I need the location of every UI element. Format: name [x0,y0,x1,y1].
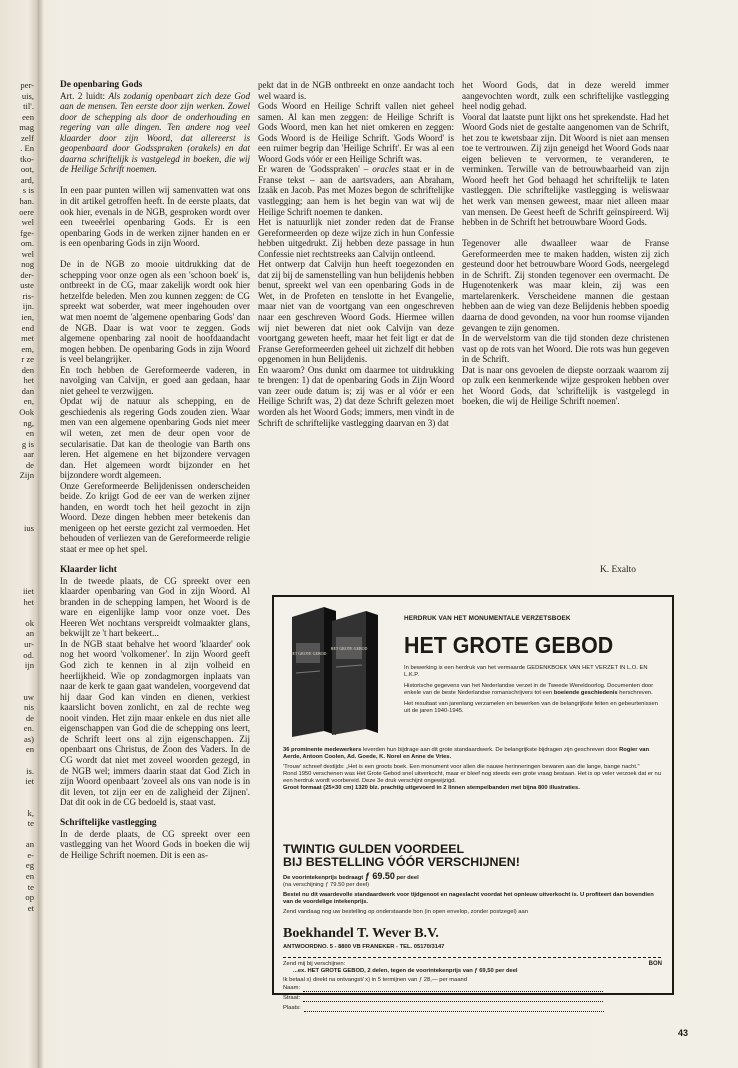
ad-text: 'Trouw' schreef destijds: „Het is een groots boek. Een monument voor allen die nauwe herinneringen bewaren aan die lange, bange nacht." [283,764,640,770]
text-run: Er waren de 'Godsspraken' – [258,164,373,175]
ad-body [404,665,662,720]
text-run: Historische gegevens van het Nederlandse verzet in de Tweede Wereldoorlog. Documenten door enkele van de beste Nederlandse romanschrijvers tot een [404,683,654,697]
paragraph: Het is natuurlijk niet zonder reden dat de Franse Gereformeerden op deze wijze zich in hun Confessie hebben uitgedrukt. Zij hebben deze passage in hun Confessie niet rechtstreeks aan Calvijn ontleend. [258,217,454,259]
article-column-2 [258,80,454,439]
name-field[interactable] [283,985,661,992]
text-run: De voorintekenprijs bedraagt [283,875,365,881]
text-run-bold: boeiende geschiedenis [553,690,618,697]
ad-details [283,747,661,795]
page-fold-shadow [38,0,44,1068]
text-run: per deel [394,875,419,881]
paragraph: Onze Gereformeerde Belijdenissen onderscheiden beide. Zo krijgt God de eer van de werken zijner handen, en wordt toch het heil gezocht in zijn Woord. Deze dingen hebben meer betekenis dan menigeen op het eerste gezicht zal vermoeden. Het behouden of verliezen van de Gereformeerde religie staat er mee op het spel. [60,480,250,555]
field-input-line[interactable] [304,1006,604,1012]
field-label: Straat: [283,995,301,1001]
shop-name: Boekhandel T. Wever B.V. [283,926,439,941]
field-input-line[interactable] [303,996,603,1002]
paragraph: pekt dat in de NGB ontbreekt en onze aandacht toch wel waard is. [258,80,454,101]
cut-off-text-fragments: per- uis, til'. een mag zelf . En tko- oot, ard, s is han. oere wel fge- om. wel nog der- uste ris- ijn. ien, end met em, r ze den het dan en, Ook ng, en g is aar de Zijn ius iiet het ok an ur- od. ijn uw nis de en. as) en is. iet k, te an e- eg en te op et [19,80,34,913]
coupon-payment: Ik betaal x) direkt na ontvangst/ x) in 5 termijnen van ƒ 28,— per maand [283,977,467,983]
offer-line-2: BIJ BESTELLING VÓÓR VERSCHIJNEN! [283,855,520,869]
coupon-label: BON [648,961,662,967]
text-run: leverden hun bijdrage aan dit grote standaardwerk. De belangrijkste bijdragen zijn geschreven door [361,747,620,753]
ad-text: (na verschijning ƒ 79.50 per deel) [283,882,370,888]
ad-intro: HERDRUK VAN HET MONUMENTALE VERZETSBOEK [404,615,571,622]
paragraph: Dat is naar ons gevoelen de diepste oorzaak waarom zij op zulk een kenmerkende wijze gesproken hebben over het Woord Gods, dat 'schriftelijk is vastgelegd in boeken, die wij de Heilige Schrift noemen'. [462,364,669,407]
section-heading-openbaring: De openbaring Gods [60,80,143,90]
ad-text: Rond 1950 verschenen was Het Grote Gebod snel uitverkocht, maar er bleef nog steeds een grote vraag bestaan. Het is op veler verzoek dat er nu een herdruk wordt voorbereid. Deze 3e druk verschijnt ongewijzigd. [283,771,661,784]
price-line [283,873,661,882]
coupon-cut-line [283,957,661,958]
previous-page-edge [0,0,38,1068]
paragraph: En waarom? Ons dunkt om daarmee tot uitdrukking te brengen: 1) dat de openbaring Gods in Zijn Woord van zeer oude datum is; zij was er al vóór er een Heilige Schrift was, 2) dat deze Schrift gelezen moet worden als het Woord Gods; immers, men vindt in de Schrift de schriftelijke vastlegging daarvan en 3) dat [258,364,454,428]
paragraph: Gods Woord en Heilige Schrift vallen niet geheel samen. Al kan men zeggen: de Heilige Schrift is Gods Woord, men kan het niet omkeren en zeggen: Gods Woord is de Heilige Schrift. 'Gods Woord' is een ruimer begrip dan 'Heilige Schrift'. Er was al een Woord Gods vóór er een Heilige Schrift was. [258,101,454,164]
field-input-line[interactable] [303,986,603,992]
text-run: herschreven. [617,690,653,697]
coupon-item: ...ex. HET GROTE GEBOD, 2 delen, tegen de voorintekenprijs van ƒ 69,50 per deel [293,968,518,974]
price-value: ƒ 69.50 [364,871,395,881]
book-spine-title-2: HET GROTE GEBOD [330,646,368,651]
paragraph: En toch hebben de Gereformeerde vaderen, in navolging van Calvijn, er goed aan gedaan, haar niet geheel te verzwijgen. [60,364,250,396]
paragraph: In de derde plaats, de CG spreekt over een vastlegging van het Woord Gods in boeken die wij de Heilige Schrift noemen. Dit is een as- [60,828,250,860]
paragraph: In de wervelstorm van die tijd stonden deze christenen vast op de rots van het Woord. Die rots was hun gegeven in de Schrift. [462,333,669,365]
text-run-italic: oracles [372,164,399,175]
shop-address: ANTWOORDNO. 5 - 8800 VB FRANEKER - TEL. 05170/3147 [283,944,445,950]
paragraph: het Woord Gods, dat in deze wereld immer aangevochten wordt, zulk een schriftelijke vastlegging heel nodig gehad. [462,80,669,112]
ad-text: Zend vandaag nog uw bestelling op onderstaande bon (in open envelop, zonder postzegel) aan [283,909,528,915]
book-advertisement [272,595,674,1011]
section-heading-vastlegging: Schriftelijke vastlegging [60,818,157,829]
paragraph: Tegenover alle dwaalleer waar de Franse Gereformeerden mee te maken hadden, wisten zij zich gesteund door het betrouwbare Woord Gods, neergelegd in de Schrift. Zij stonden tegenover een overmacht. De Hugenotenkerk was maar klein, zij was een martelarenkerk. Verscheidene mannen die gestaan hebben aan de wieg van deze Belijdenis hebben spoedig daarna de dood gevonden, na voor hun roomse vijanden gevangen te zijn genomen. [462,238,669,333]
author-signature: K. Exalto [600,565,636,575]
quote-prefix: Art. 2 luidt: [60,90,109,101]
paragraph: In de tweede plaats, de CG spreekt over een klaarder openbaring van God in zijn Woord. Al branden in de schepping lampen, het Woord is de ware en eigenlijke lamp voor onze voet. Des Heeren Wet nochtans verspreidt volmaakter glans, bekwijlt ze 't hart bekeert... [60,575,250,639]
order-coupon [283,961,661,975]
place-field[interactable] [283,1005,661,1012]
paragraph: Het ontwerp dat Calvijn hun heeft toegezonden en dat zij bij de samenstelling van hun belijdenis hebben benut, spreekt wel van een openbaring Gods in de Wet, in de Profeten en tenslotte in het Evangelie, maar niet van de voortgang van een ongeschreven naar een geschreven Woord Gods. Hiermee willen wij niet beweren dat niet ook Calvijn van deze voortgang geweten heeft, maar het feit ligt er dat de Franse Gereformeerden geheel uit zichzelf dit hebben opgenomen in hun Belijdenis. [258,259,454,365]
book-set-illustration [284,603,394,739]
ad-title: HET GROTE GEBOD [404,632,614,658]
field-label: Plaats: [283,1005,301,1011]
ad-text: Bestel nu dit waardevolle standaardwerk voor tijdgenoot en nageslacht voordat het opnieuw uitverkocht is. U profiteert dan bovendien van de voordelige intekenprijs. [283,892,654,905]
ad-text: Groot formaat (25×30 cm) 1320 blz. prachtig uitgevoerd in 2 linnen stempelbanden met bijna 800 illustraties. [283,785,580,791]
quote-text: Als zodanig openbaart zich deze God aan de mensen. Ten eerste door zijn werken. Zowel door de schepping als door de onderhouding en regering van alle dingen. Ten andere nog veel klaarder door zijn Woord, dat allereerst is geopenbaard door Godsspraken (orakels) en dat daarna schriftelijk is vastgelegd in boeken, die wij de Heilige Schrift noemen. [60,90,250,175]
paragraph [258,164,454,217]
coupon-text: Zend mij bij verschijnen: [283,961,346,967]
paragraph: Opdat wij de natuur als schepping, en de geschiedenis als regering Gods zouden zien. Waar men van een algemene openbaring Gods niet meer wil weten, zet men de deur open voor de secularisatie. Dat kan de theologie van Barth ons leren. Het algemene en het bijzondere vervagen dan. Het algemeen wordt bijzonder en het bijzondere wordt algemeen. [60,396,250,481]
street-field[interactable] [283,995,661,1002]
page-number: 43 [678,1028,689,1038]
ad-offer-heading [283,843,661,869]
paragraph: De in de NGB zo mooie uitdrukking dat de schepping voor onze ogen als een 'schoon boek' is, ontbreekt in de CG, maar zakelijk wordt ook hier hetzelfde beleden. Men zou kunnen zeggen: de CG spreekt wat soberder, wat meer ingehouden over wat men noemt de 'algemene openbaring Gods' dan de NGB. Daar is wat voor te zeggen. Gods algemene openbaring zal nooit de hoofdaandacht mogen hebben. De openbaring Gods in zijn Woord is veel belangrijker. [60,259,250,365]
ad-text: In bewerking is een herdruk van het vermaarde GEDENKBOEK VAN HET VERZET IN L.O. EN L.K.P. [404,665,648,678]
paragraph: Vooral dat laatste punt lijkt ons het sprekendste. Had het Woord Gods niet de gestalte aangenomen van de Schrift, het zou te kwetsbaar zijn. Dit Woord is niet aan mensen toe te vertrouwen. Zij zijn geneigd het Woord Gods naar eigen believen te vervormen, te veranderen, te verminken. Terwille van de betrouwbaarheid van zijn Woord heeft het God behaagd het schriftelijk te laten vastleggen. Die schriftelijke vastlegging is weliswaar het werk van mensen geweest, maar niet alleen maar van mensen. De Geest heeft de Schrift geïnspireerd. Wij hebben in de Schrift het betrouwbare Woord Gods. [462,111,669,228]
text-run-bold: 36 prominente medewerkers [283,747,362,753]
ad-text [283,747,661,761]
paragraph: In een paar punten willen wij samenvatten wat ons in dit artikel getroffen heeft. In de eerste plaats, dat ook hier, evenals in de NGB, gesproken wordt over een tweeërlei openbaring Gods. Er is een openbaring Gods in de werken zijner handen en er is een openbaring Gods in zijn Woord. [60,185,250,249]
offer-line-1: TWINTIG GULDEN VOORDEEL [283,842,465,856]
paragraph: In de NGB staat behalve het woord 'klaarder' ook nog het woord 'volkomener'. In zijn Woord geeft God zich te kennen in al zijn volheid en heerlijkheid. Wie op zondagmorgen inplaats van naar de kerk te gaan gaat wandelen, voorgevend dat hij daar God kan vinden en dienen, verkiest kaarslicht boven zonlicht, en zal de rechte weg nooit vinden. Het zijn maar enkele en dus niet alle eigenschappen van God die de schepping ons leert, de Schrift leert ons al zijn eigenschappen. Zij openbaart ons Christus, de Zoon des Vaders. In de CG wordt dat niet met zoveel woorden gezegd, in de NGB wel; immers daarin staat dat God Zich in zijn Woord openbaart 'zoveel als ons van node is in dit leven, tot zijn eer en de zaligheid der Zijnen'. Dat dit ook in de CG bedoeld is, staat vast. [60,638,250,808]
section-heading-klaarder: Klaarder licht [60,565,117,576]
field-label: Naam: [283,985,301,991]
article-column-3 [462,80,669,417]
article-column-1 [60,80,250,871]
ad-order-info [283,873,661,919]
book-spine-title-1: HET GROTE GEBOD [289,651,327,656]
ad-text: Het resultaat van jarenlang verzamelen en bewerken van de belangrijkste feiten en gebeurtenissen uit de jaren 1940-1945. [404,701,658,715]
text-run-bold: Rogier van Aerde, Antoon Coolen, Ad. Goede, K. Norel en Anne de Vries. [283,747,650,760]
ad-text [404,683,662,697]
article-quote [60,91,250,175]
text-run: staat er in de Franse tekst – aan de aartsvaders, aan Abraham, Izaäk en Jacob. Pas met Mozes begon de schriftelijke vastlegging; aan hem is het begin van wat wij de Heilige Schrift noemen te danken. [258,164,455,217]
